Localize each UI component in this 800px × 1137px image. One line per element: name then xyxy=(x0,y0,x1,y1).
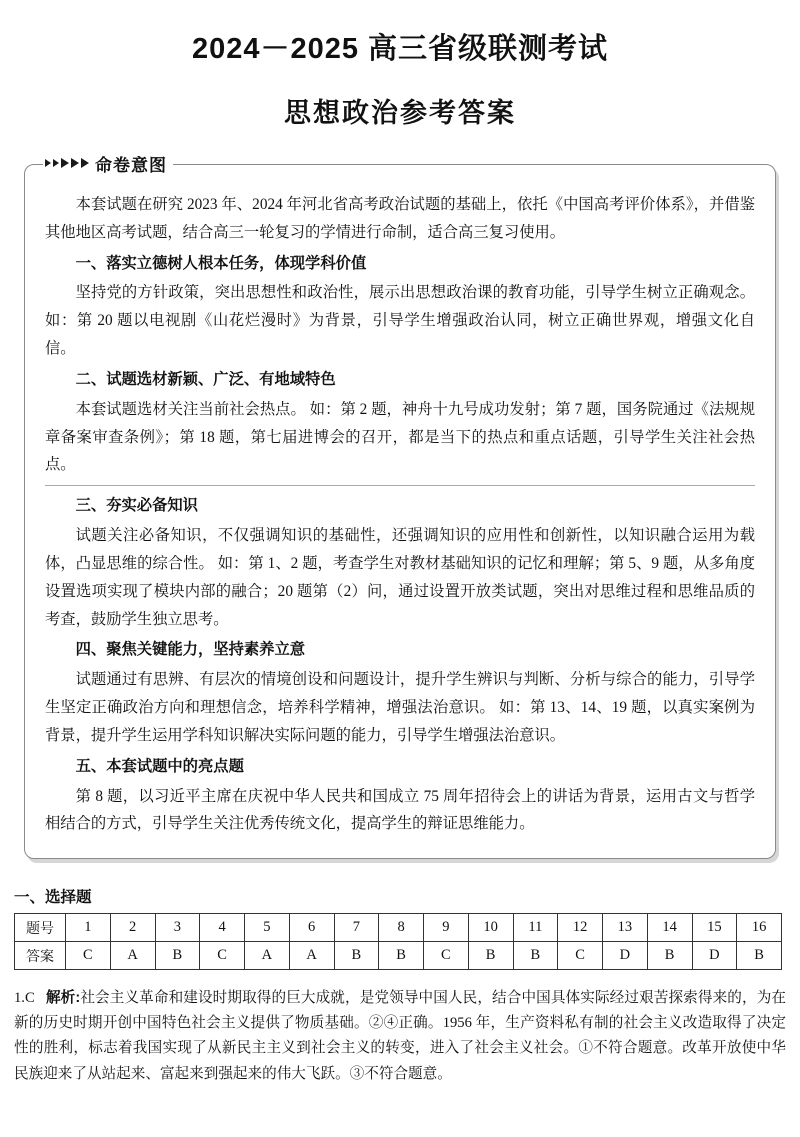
row-label-answer: 答案 xyxy=(15,942,66,970)
intent-paragraph: 本套试题在研究 2023 年、2024 年河北省高考政治试题的基础上，依托《中国高考评价体系》，并借鉴其他地区高考试题，结合高三一轮复习的学情进行命制，适合高三复习使用。 xyxy=(45,196,755,241)
question-number: 16 xyxy=(737,914,782,942)
intent-section xyxy=(24,155,776,859)
question-number: 2 xyxy=(110,914,155,942)
question-number: 1 xyxy=(66,914,111,942)
table-row-answers xyxy=(15,942,782,970)
answer-cell: C xyxy=(424,942,469,970)
intent-title: 命卷意图 xyxy=(95,155,167,175)
table-row-numbers xyxy=(15,914,782,942)
arrow-marks-icon xyxy=(43,158,89,168)
explanation-item xyxy=(14,986,786,1086)
answer-cell: C xyxy=(66,942,111,970)
answer-sheet-page xyxy=(0,26,800,1137)
intent-paragraph: 试题关注必备知识，不仅强调知识的基础性，还强调知识的应用性和创新性，以知识融合运用为载体，凸显思维的综合性。 如：第 1、2 题，考查学生对教材基础知识的记忆和理解；第 5、9 题，从多角度设置选项实现了模块内部的融合；20 题第（2）问，通过设置开放类试题，突出对思维过程和思维品质的考查，鼓励学生独立思考。 xyxy=(45,527,755,628)
intent-subheading: 二、试题选材新颖、广泛、有地域特色 xyxy=(75,370,336,388)
intent-header xyxy=(43,152,173,174)
answer-cell: C xyxy=(200,942,245,970)
question-number: 12 xyxy=(558,914,603,942)
answer-cell: A xyxy=(289,942,334,970)
choice-section-heading: 一、选择题 xyxy=(14,889,92,907)
question-number: 13 xyxy=(603,914,648,942)
question-number: 5 xyxy=(245,914,290,942)
page-title: 2024－2025 高三省级联测考试 xyxy=(191,33,609,65)
answer-cell: B xyxy=(155,942,200,970)
answer-cell: B xyxy=(334,942,379,970)
intent-paragraph: 坚持党的方针政策，突出思想性和政治性，展示出思想政治课的教育功能，引导学生树立正确观念。 如：第 20 题以电视剧《山花烂漫时》为背景，引导学生增强政治认同，树立正确世界观，增强文化自信。 xyxy=(45,284,755,358)
answer-cell: B xyxy=(647,942,692,970)
question-number: 7 xyxy=(334,914,379,942)
intent-paragraph: 试题通过有思辨、有层次的情境创设和问题设计，提升学生辨识与判断、分析与综合的能力，引导学生坚定正确政治方向和理想信念，培养科学精神，增强法治意识。 如：第 13、14、19 题，以真实案例为背景，提升学生运用学科知识解决实际问题的能力，引导学生增强法治意识。 xyxy=(45,671,755,744)
answer-cell: A xyxy=(110,942,155,970)
question-number: 9 xyxy=(424,914,469,942)
answer-cell: B xyxy=(468,942,513,970)
question-number: 3 xyxy=(155,914,200,942)
question-number: 4 xyxy=(200,914,245,942)
intent-paragraph: 本套试题选材关注当前社会热点。 如：第 2 题，神舟十九号成功发射；第 7 题，国务院通过《法规规章备案审查条例》；第 18 题，第七届进博会的召开，都是当下的热点和重点话题，引导学生关注社会热点。 xyxy=(45,400,755,474)
answer-cell: B xyxy=(737,942,782,970)
answer-cell: B xyxy=(513,942,558,970)
intent-subheading: 五、本套试题中的亮点题 xyxy=(75,757,244,775)
question-number: 10 xyxy=(468,914,513,942)
intent-paragraph: 第 8 题，以习近平主席在庆祝中华人民共和国成立 75 周年招待会上的讲话为背景，运用古文与哲学相结合的方式，引导学生关注优秀传统文化，提高学生的辩证思维能力。 xyxy=(45,787,755,833)
page-subtitle: 思想政治参考答案 xyxy=(284,98,516,128)
intent-box xyxy=(24,155,776,859)
answer-cell: D xyxy=(692,942,737,970)
answer-cell: B xyxy=(379,942,424,970)
intent-subheading: 四、聚焦关键能力，坚持素养立意 xyxy=(75,641,306,659)
explanation-prefix: 解析: xyxy=(45,990,81,1007)
question-number: 15 xyxy=(692,914,737,942)
answer-cell: A xyxy=(245,942,290,970)
intent-subheading: 一、落实立德树人根本任务，体现学科价值 xyxy=(75,254,367,272)
explanation-text: 社会主义革命和建设时期取得的巨大成就，是党领导中国人民，结合中国具体实际经过艰苦探索得来的，为在新的历史时期开创中国特色社会主义提供了物质基础。②④正确。1956 年，生产资料私有制的社会主义改造取得了决定性的胜利，标志着我国实现了从新民主主义到社会主义的转变，进入了社会主义社会。①不符合题意。改革开放使中华民族迎来了从站起来、富起来到强起来的伟大飞跃。③不符合题意。 xyxy=(14,990,786,1082)
question-number: 6 xyxy=(289,914,334,942)
question-number: 11 xyxy=(513,914,558,942)
answer-table xyxy=(14,913,782,970)
intent-subheading: 三、夯实必备知识 xyxy=(75,497,198,515)
answer-cell: D xyxy=(603,942,648,970)
question-number: 14 xyxy=(647,914,692,942)
answer-cell: C xyxy=(558,942,603,970)
row-label-number: 题号 xyxy=(15,914,66,942)
explanation-label: 1.C xyxy=(14,990,35,1007)
question-number: 8 xyxy=(379,914,424,942)
section-divider xyxy=(45,485,755,486)
